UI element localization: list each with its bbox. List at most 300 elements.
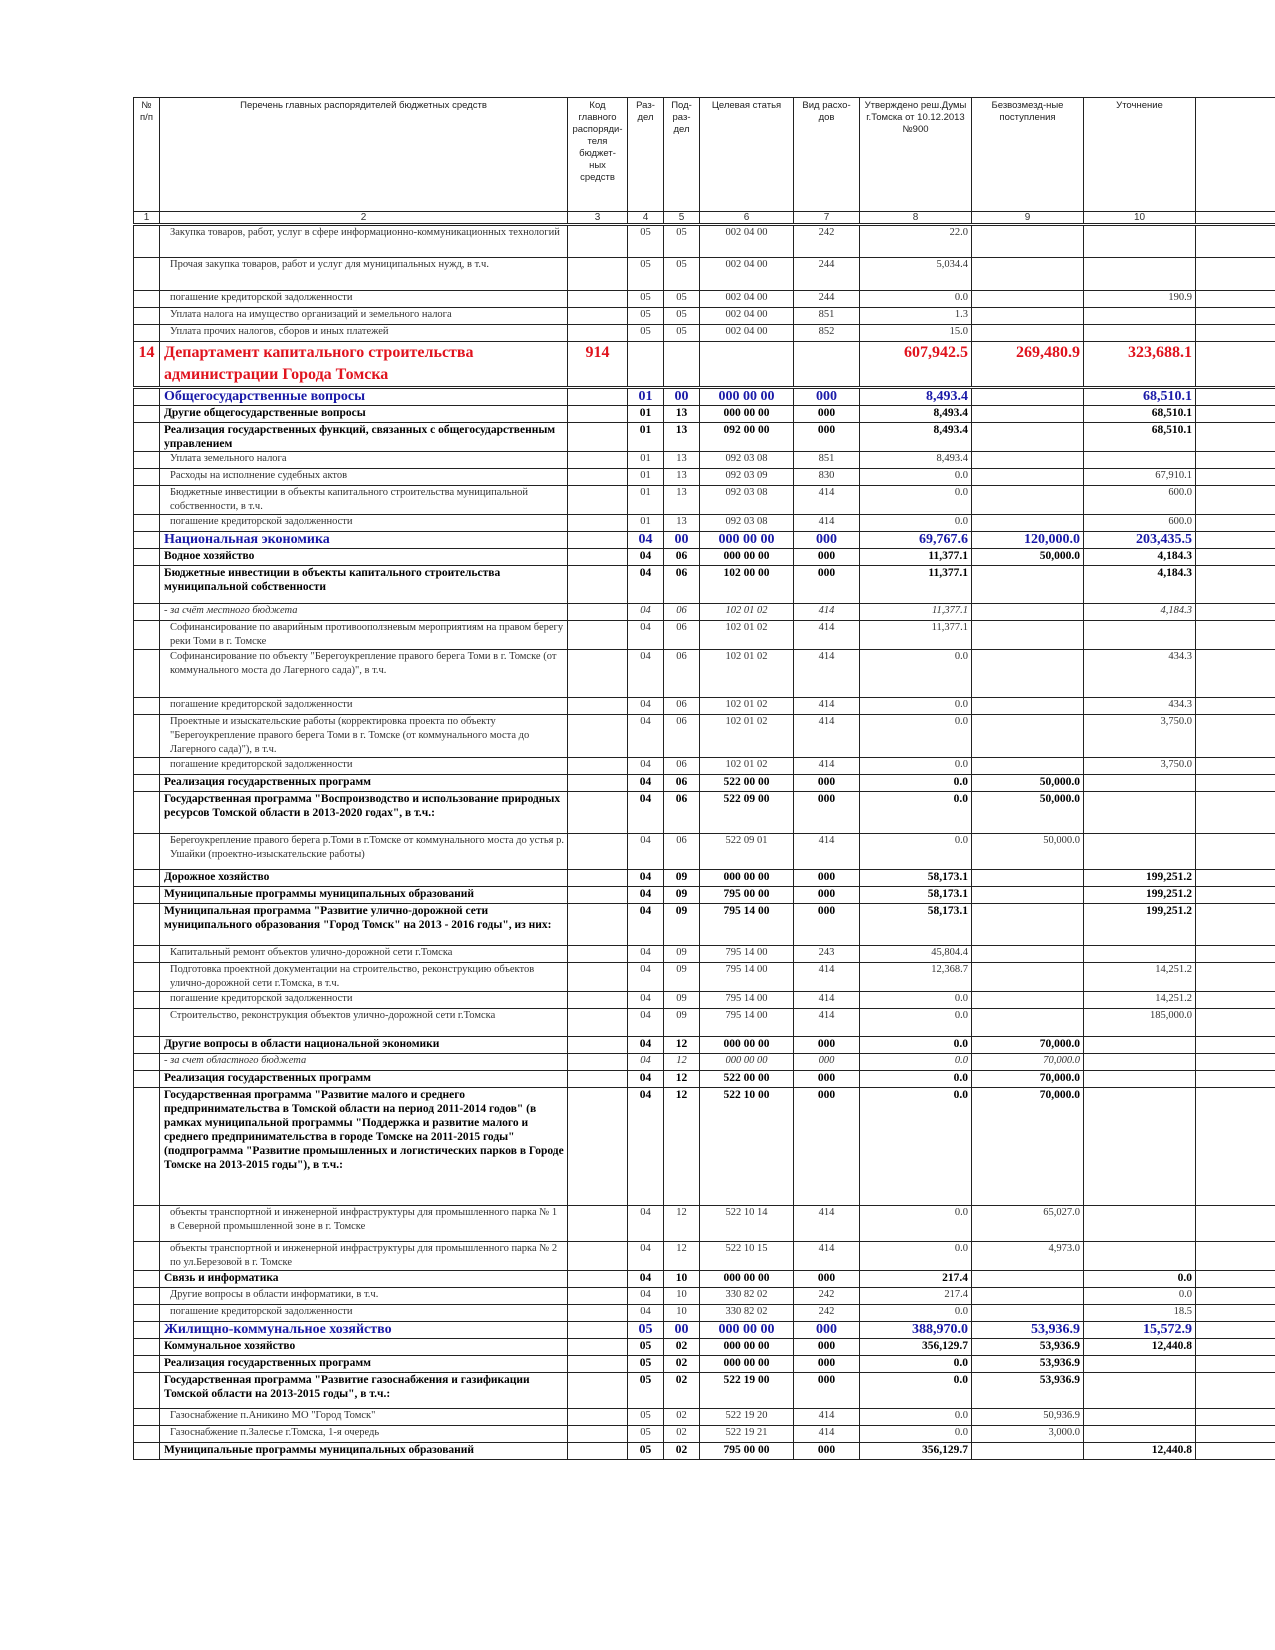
row-podrazdel: 12 [664, 1242, 700, 1271]
row-number [134, 650, 160, 698]
row-razdel: 05 [628, 308, 664, 325]
row-extra [1196, 515, 1275, 532]
row-grants [972, 1305, 1084, 1322]
row-podrazdel: 06 [664, 715, 700, 758]
row-article: 092 03 08 [700, 452, 794, 469]
row-clarification: 0.0 [1084, 1271, 1196, 1288]
row-description: Государственная программа "Развитие газоснабжения и газификации Томской области на 2013-2015 годы", в т.ч.: [160, 1373, 568, 1409]
row-extra [1196, 549, 1275, 566]
row-article: 102 01 02 [700, 621, 794, 650]
row-article: 000 00 00 [700, 388, 794, 406]
row-grants: 50,000.0 [972, 775, 1084, 792]
row-article: 002 04 00 [700, 325, 794, 342]
row-article: 102 01 02 [700, 604, 794, 621]
row-razdel: 04 [628, 870, 664, 887]
row-description: Муниципальные программы муниципальных образований [160, 887, 568, 904]
table-row [134, 1409, 1275, 1426]
row-number [134, 1009, 160, 1037]
row-article: 002 04 00 [700, 225, 794, 258]
row-razdel: 04 [628, 549, 664, 566]
row-code [568, 1071, 628, 1088]
row-approved: 356,129.7 [860, 1339, 972, 1356]
row-extra [1196, 621, 1275, 650]
row-code [568, 1305, 628, 1322]
row-extra [1196, 406, 1275, 423]
row-code [568, 870, 628, 887]
row-article: 795 14 00 [700, 1009, 794, 1037]
row-grants [972, 469, 1084, 486]
row-grants: 65,027.0 [972, 1206, 1084, 1242]
row-podrazdel: 13 [664, 486, 700, 515]
row-grants: 269,480.9 [972, 342, 1084, 388]
row-extra [1196, 650, 1275, 698]
row-vid: 000 [794, 870, 860, 887]
row-article: 000 00 00 [700, 406, 794, 423]
row-approved: 58,173.1 [860, 870, 972, 887]
row-razdel: 05 [628, 1443, 664, 1460]
row-clarification: 15,572.9 [1084, 1322, 1196, 1339]
row-code [568, 621, 628, 650]
row-approved: 5,034.4 [860, 258, 972, 291]
row-grants: 70,000.0 [972, 1088, 1084, 1206]
row-number [134, 1271, 160, 1288]
row-code [568, 887, 628, 904]
row-razdel: 04 [628, 650, 664, 698]
table-row [134, 469, 1275, 486]
row-vid: 000 [794, 1339, 860, 1356]
row-description: Берегоукрепление правого берега р.Томи в г.Томске от коммунального моста до устья р. Ушайки (проектно-изыскательские работы) [160, 834, 568, 870]
row-vid: 414 [794, 698, 860, 715]
table-row [134, 1305, 1275, 1322]
row-approved: 0.0 [860, 775, 972, 792]
row-article: 000 00 00 [700, 1356, 794, 1373]
table-row [134, 549, 1275, 566]
row-code [568, 1409, 628, 1426]
row-description: погашение кредиторской задолженности [160, 758, 568, 775]
row-number [134, 1037, 160, 1054]
row-number [134, 604, 160, 621]
row-razdel: 05 [628, 1373, 664, 1409]
row-razdel: 01 [628, 515, 664, 532]
table-row [134, 515, 1275, 532]
row-article: 522 19 21 [700, 1426, 794, 1443]
table-row [134, 1322, 1275, 1339]
row-approved: 0.0 [860, 291, 972, 308]
row-vid: 414 [794, 1009, 860, 1037]
row-description: Государственная программа "Развитие малого и среднего предпринимательства в Томской области на период 2011-2014 годов" (в рамках муниципальной программы "Поддержка и развитие малого и среднего предпринимательства в городе Томске на 2011-2015 годы" (подпрограмма "Развитие промышленных и логистических парков в Городе Томске на 2013-2015 годы"), в т.ч.: [160, 1088, 568, 1206]
row-vid: 414 [794, 834, 860, 870]
row-code [568, 549, 628, 566]
row-razdel: 01 [628, 452, 664, 469]
table-row [134, 325, 1275, 342]
row-extra [1196, 992, 1275, 1009]
row-number [134, 469, 160, 486]
row-clarification [1084, 792, 1196, 834]
row-razdel: 04 [628, 775, 664, 792]
row-code [568, 325, 628, 342]
row-vid: 000 [794, 1271, 860, 1288]
table-row [134, 834, 1275, 870]
row-grants [972, 566, 1084, 604]
row-clarification: 185,000.0 [1084, 1009, 1196, 1037]
row-razdel: 04 [628, 887, 664, 904]
row-approved: 0.0 [860, 469, 972, 486]
column-number-extra [1196, 212, 1275, 225]
row-description: Уплата земельного налога [160, 452, 568, 469]
row-approved: 0.0 [860, 1242, 972, 1271]
row-description: Софинансирование по аварийным противооползневым мероприятиям на правом берегу реки Томи в г. Томске [160, 621, 568, 650]
table-row [134, 604, 1275, 621]
row-grants [972, 758, 1084, 775]
row-approved: 22.0 [860, 225, 972, 258]
row-clarification: 3,750.0 [1084, 758, 1196, 775]
row-grants: 50,936.9 [972, 1409, 1084, 1426]
row-number [134, 715, 160, 758]
row-vid: 000 [794, 566, 860, 604]
row-extra [1196, 291, 1275, 308]
row-code [568, 1443, 628, 1460]
row-vid: 414 [794, 515, 860, 532]
row-approved: 0.0 [860, 834, 972, 870]
row-podrazdel: 09 [664, 887, 700, 904]
row-clarification: 68,510.1 [1084, 388, 1196, 406]
table-row [134, 486, 1275, 515]
row-vid [794, 342, 860, 388]
row-description: Муниципальные программы муниципальных образований [160, 1443, 568, 1460]
header-approved: Утверждено реш.Думы г.Томска от 10.12.2013 №900 [860, 98, 972, 212]
row-article: 522 00 00 [700, 775, 794, 792]
row-description: Бюджетные инвестиции в объекты капитального строительства муниципальной собственности [160, 566, 568, 604]
row-code [568, 1356, 628, 1373]
row-extra [1196, 758, 1275, 775]
row-grants [972, 904, 1084, 946]
row-number [134, 549, 160, 566]
row-razdel: 04 [628, 604, 664, 621]
row-description: Закупка товаров, работ, услуг в сфере информационно-коммуникационных технологий [160, 225, 568, 258]
row-grants: 50,000.0 [972, 834, 1084, 870]
table-row [134, 532, 1275, 549]
column-number: 2 [160, 212, 568, 225]
row-vid: 414 [794, 650, 860, 698]
row-clarification: 67,910.1 [1084, 469, 1196, 486]
row-razdel: 04 [628, 1288, 664, 1305]
row-description: Реализация государственных функций, связанных с общегосударственным управлением [160, 423, 568, 452]
row-clarification [1084, 1356, 1196, 1373]
row-number [134, 887, 160, 904]
table-row [134, 1071, 1275, 1088]
row-approved: 0.0 [860, 698, 972, 715]
row-number [134, 1054, 160, 1071]
row-number [134, 325, 160, 342]
row-vid: 414 [794, 604, 860, 621]
row-number [134, 1088, 160, 1206]
row-vid: 242 [794, 1305, 860, 1322]
row-approved: 8,493.4 [860, 388, 972, 406]
row-razdel: 05 [628, 1356, 664, 1373]
row-razdel: 04 [628, 946, 664, 963]
row-clarification [1084, 225, 1196, 258]
row-grants [972, 946, 1084, 963]
row-podrazdel: 00 [664, 388, 700, 406]
row-number [134, 834, 160, 870]
row-number [134, 1206, 160, 1242]
row-clarification: 600.0 [1084, 515, 1196, 532]
row-podrazdel: 10 [664, 1305, 700, 1322]
row-razdel: 04 [628, 1088, 664, 1206]
row-vid: 000 [794, 1356, 860, 1373]
row-description: Расходы на исполнение судебных актов [160, 469, 568, 486]
row-code: 914 [568, 342, 628, 388]
table-row [134, 992, 1275, 1009]
row-number [134, 258, 160, 291]
row-number [134, 963, 160, 992]
row-approved: 607,942.5 [860, 342, 972, 388]
row-clarification [1084, 621, 1196, 650]
row-code [568, 992, 628, 1009]
row-podrazdel: 06 [664, 566, 700, 604]
row-number [134, 452, 160, 469]
row-description: Софинансирование по объекту "Берегоукрепление правого берега Томи в г. Томске (от коммунального моста до Лагерного сада)", в т.ч. [160, 650, 568, 698]
row-description: Газоснабжение п.Залесье г.Томска, 1-я очередь [160, 1426, 568, 1443]
row-podrazdel: 05 [664, 325, 700, 342]
row-description: Другие вопросы в области информатики, в т.ч. [160, 1288, 568, 1305]
row-razdel: 04 [628, 566, 664, 604]
row-podrazdel: 12 [664, 1088, 700, 1206]
table-row [134, 758, 1275, 775]
row-vid: 243 [794, 946, 860, 963]
header-row [134, 98, 1275, 212]
row-number [134, 515, 160, 532]
row-razdel: 04 [628, 792, 664, 834]
row-code [568, 1037, 628, 1054]
row-razdel: 04 [628, 834, 664, 870]
table-row [134, 291, 1275, 308]
row-code [568, 698, 628, 715]
row-podrazdel: 09 [664, 963, 700, 992]
row-podrazdel: 02 [664, 1426, 700, 1443]
table-row [134, 1037, 1275, 1054]
row-article: 000 00 00 [700, 870, 794, 887]
row-clarification [1084, 308, 1196, 325]
row-extra [1196, 963, 1275, 992]
row-podrazdel: 00 [664, 532, 700, 549]
row-clarification: 199,251.2 [1084, 887, 1196, 904]
row-description: Уплата налога на имущество организаций и земельного налога [160, 308, 568, 325]
row-approved: 8,493.4 [860, 452, 972, 469]
row-description: Проектные и изыскательские работы (корректировка проекта по объекту "Берегоукрепление правого берега Томи в г. Томске (от коммунального моста до Лагерного сада)"), в т.ч. [160, 715, 568, 758]
row-approved: 0.0 [860, 650, 972, 698]
row-number [134, 1071, 160, 1088]
row-article [700, 342, 794, 388]
row-clarification: 203,435.5 [1084, 532, 1196, 549]
row-vid: 414 [794, 1409, 860, 1426]
row-razdel [628, 342, 664, 388]
row-approved: 45,804.4 [860, 946, 972, 963]
row-grants [972, 452, 1084, 469]
row-article: 092 03 08 [700, 486, 794, 515]
row-vid: 000 [794, 406, 860, 423]
row-number [134, 1288, 160, 1305]
row-podrazdel: 06 [664, 834, 700, 870]
row-approved: 0.0 [860, 1426, 972, 1443]
row-razdel: 04 [628, 1206, 664, 1242]
table-row [134, 1443, 1275, 1460]
row-article: 522 10 15 [700, 1242, 794, 1271]
column-number: 10 [1084, 212, 1196, 225]
row-razdel: 04 [628, 1009, 664, 1037]
row-clarification [1084, 775, 1196, 792]
row-razdel: 05 [628, 1322, 664, 1339]
row-clarification [1084, 1054, 1196, 1071]
row-grants [972, 486, 1084, 515]
row-code [568, 1054, 628, 1071]
row-number [134, 225, 160, 258]
row-number [134, 621, 160, 650]
row-article: 795 14 00 [700, 963, 794, 992]
row-number [134, 1305, 160, 1322]
row-article: 000 00 00 [700, 1271, 794, 1288]
table-row [134, 1206, 1275, 1242]
row-extra [1196, 1322, 1275, 1339]
row-extra [1196, 308, 1275, 325]
row-number [134, 698, 160, 715]
row-article: 092 03 09 [700, 469, 794, 486]
row-vid: 414 [794, 621, 860, 650]
row-razdel: 01 [628, 469, 664, 486]
row-approved: 0.0 [860, 1037, 972, 1054]
row-article: 002 04 00 [700, 308, 794, 325]
row-extra [1196, 1071, 1275, 1088]
row-code [568, 1322, 628, 1339]
row-razdel: 05 [628, 1339, 664, 1356]
row-article: 795 14 00 [700, 992, 794, 1009]
row-code [568, 1206, 628, 1242]
table-row [134, 452, 1275, 469]
table-row [134, 650, 1275, 698]
row-description: Дорожное хозяйство [160, 870, 568, 887]
row-code [568, 469, 628, 486]
budget-table [133, 97, 1275, 1460]
row-vid: 244 [794, 291, 860, 308]
table-row [134, 566, 1275, 604]
row-description: Жилищно-коммунальное хозяйство [160, 1322, 568, 1339]
column-number-row [134, 212, 1275, 225]
row-grants [972, 715, 1084, 758]
row-podrazdel: 09 [664, 904, 700, 946]
row-article: 330 82 02 [700, 1305, 794, 1322]
row-grants [972, 325, 1084, 342]
row-vid: 414 [794, 1206, 860, 1242]
row-extra [1196, 486, 1275, 515]
row-vid: 000 [794, 887, 860, 904]
row-razdel: 04 [628, 963, 664, 992]
row-razdel: 01 [628, 486, 664, 515]
row-number [134, 406, 160, 423]
row-podrazdel: 06 [664, 650, 700, 698]
row-podrazdel: 10 [664, 1271, 700, 1288]
table-row [134, 423, 1275, 452]
row-podrazdel: 06 [664, 758, 700, 775]
row-extra [1196, 1409, 1275, 1426]
row-clarification [1084, 1242, 1196, 1271]
row-podrazdel: 02 [664, 1373, 700, 1409]
row-article: 102 01 02 [700, 715, 794, 758]
table-row [134, 225, 1275, 258]
row-code [568, 1373, 628, 1409]
row-code [568, 1009, 628, 1037]
row-clarification [1084, 946, 1196, 963]
row-number [134, 1409, 160, 1426]
header-extra [1196, 98, 1275, 212]
row-extra [1196, 946, 1275, 963]
row-article: 795 14 00 [700, 904, 794, 946]
row-approved: 0.0 [860, 515, 972, 532]
row-clarification: 323,688.1 [1084, 342, 1196, 388]
row-extra [1196, 325, 1275, 342]
table-row [134, 342, 1275, 388]
row-code [568, 388, 628, 406]
row-description: Бюджетные инвестиции в объекты капитального строительства муниципальной собственности, в т.ч. [160, 486, 568, 515]
table-row [134, 1426, 1275, 1443]
column-number: 3 [568, 212, 628, 225]
row-podrazdel: 12 [664, 1037, 700, 1054]
row-extra [1196, 834, 1275, 870]
row-article: 330 82 02 [700, 1288, 794, 1305]
row-extra [1196, 423, 1275, 452]
row-number [134, 1426, 160, 1443]
row-grants: 4,973.0 [972, 1242, 1084, 1271]
row-clarification: 18.5 [1084, 1305, 1196, 1322]
row-clarification: 434.3 [1084, 698, 1196, 715]
row-article: 795 00 00 [700, 887, 794, 904]
row-code [568, 604, 628, 621]
row-podrazdel: 13 [664, 515, 700, 532]
row-razdel: 04 [628, 758, 664, 775]
row-vid: 000 [794, 388, 860, 406]
table-row [134, 904, 1275, 946]
table-row [134, 698, 1275, 715]
row-podrazdel: 13 [664, 406, 700, 423]
row-approved: 0.0 [860, 486, 972, 515]
row-article: 000 00 00 [700, 549, 794, 566]
row-extra [1196, 566, 1275, 604]
row-approved: 0.0 [860, 715, 972, 758]
row-vid: 000 [794, 1054, 860, 1071]
row-podrazdel: 13 [664, 452, 700, 469]
row-extra [1196, 1356, 1275, 1373]
row-article: 002 04 00 [700, 291, 794, 308]
row-clarification [1084, 1426, 1196, 1443]
table-row [134, 1373, 1275, 1409]
row-clarification [1084, 258, 1196, 291]
row-grants [972, 963, 1084, 992]
row-extra [1196, 1054, 1275, 1071]
row-code [568, 532, 628, 549]
table-row [134, 792, 1275, 834]
row-code [568, 1339, 628, 1356]
row-number [134, 388, 160, 406]
row-podrazdel: 10 [664, 1288, 700, 1305]
row-extra [1196, 698, 1275, 715]
column-number: 9 [972, 212, 1084, 225]
row-podrazdel [664, 342, 700, 388]
row-number [134, 870, 160, 887]
row-article: 522 00 00 [700, 1071, 794, 1088]
row-extra [1196, 1443, 1275, 1460]
row-grants: 53,936.9 [972, 1322, 1084, 1339]
row-approved: 8,493.4 [860, 406, 972, 423]
row-approved: 0.0 [860, 758, 972, 775]
